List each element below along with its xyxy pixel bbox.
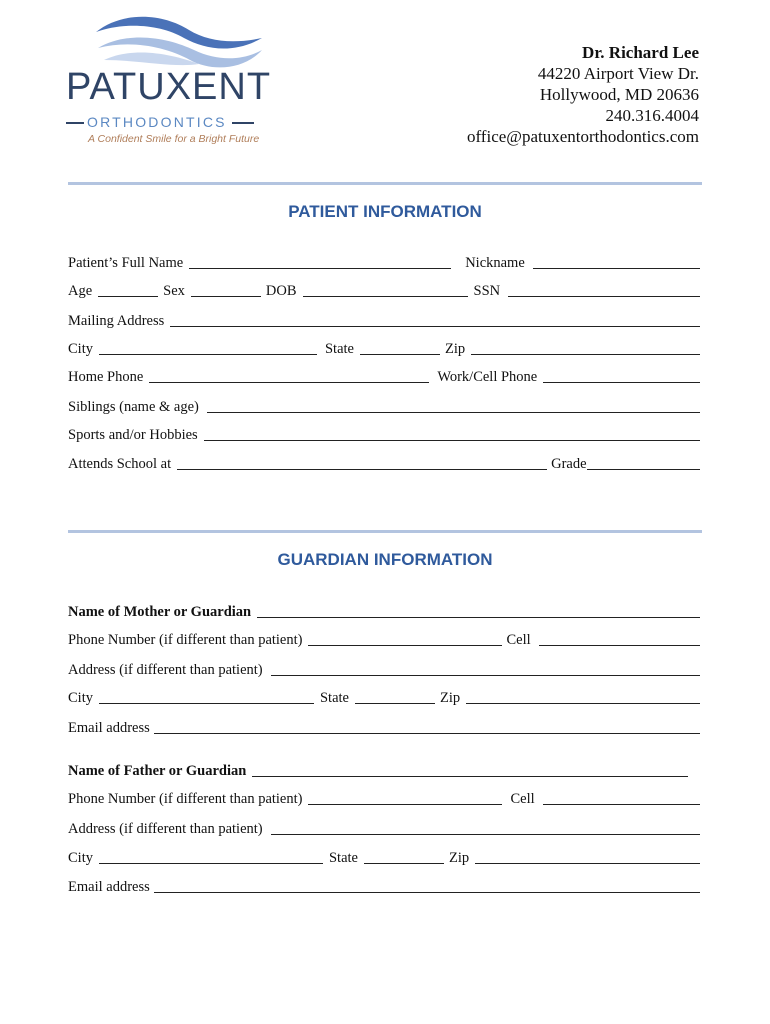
section-divider <box>68 530 702 533</box>
row-father-email <box>68 876 700 896</box>
city-label: City <box>68 341 93 357</box>
row-father-name <box>68 760 700 780</box>
home-phone-label: Home Phone <box>68 369 144 385</box>
zip-label: Zip <box>444 341 466 357</box>
row-siblings <box>68 396 700 416</box>
city-state-zip: Hollywood, MD 20636 <box>539 85 699 104</box>
mother-phone-field[interactable] <box>308 632 502 646</box>
ssn-label: SSN <box>473 283 501 299</box>
father-address-field[interactable] <box>271 821 700 835</box>
school-field[interactable] <box>177 456 547 470</box>
practice-logo <box>66 10 272 150</box>
row-sports <box>68 424 700 444</box>
row-full-name <box>68 252 700 272</box>
mother-zip-label: Zip <box>439 690 461 706</box>
row-city-state-zip <box>68 338 700 358</box>
mother-email-label: Email address <box>68 720 150 736</box>
row-father-address <box>68 818 700 838</box>
father-phone-label: Phone Number (if different than patient) <box>68 791 303 807</box>
father-email-label: Email address <box>68 879 150 895</box>
father-zip-field[interactable] <box>475 850 700 864</box>
state-label: State <box>324 341 354 357</box>
office-phone: 240.316.4004 <box>605 106 699 125</box>
full-name-label: Patient’s Full Name <box>68 255 184 271</box>
mother-phone-label: Phone Number (if different than patient) <box>68 632 303 648</box>
siblings-field[interactable] <box>207 399 700 413</box>
father-phone-field[interactable] <box>308 791 502 805</box>
mother-city-field[interactable] <box>99 690 314 704</box>
row-mailing-address <box>68 310 700 330</box>
contact-block <box>467 42 699 147</box>
patient-section-title: PATIENT INFORMATION <box>288 202 482 221</box>
mother-email-field[interactable] <box>154 720 700 734</box>
grade-label: Grade <box>551 456 587 472</box>
logo-subtitle: ORTHODONTICS <box>87 114 227 130</box>
row-age-sex-dob-ssn <box>68 280 700 300</box>
city-field[interactable] <box>99 341 317 355</box>
mother-name-field[interactable] <box>257 604 700 618</box>
logo-tagline: A Confident Smile for a Bright Future <box>88 133 260 145</box>
dob-field[interactable] <box>303 283 468 297</box>
grade-field[interactable] <box>587 456 700 470</box>
full-name-field[interactable] <box>189 255 451 269</box>
office-email: office@patuxentorthodontics.com <box>466 127 699 146</box>
school-label: Attends School at <box>68 456 172 472</box>
section-divider <box>68 182 702 185</box>
father-city-label: City <box>68 850 93 866</box>
home-phone-field[interactable] <box>149 369 429 383</box>
logo-rule-left <box>66 122 84 124</box>
wave-logo-icon <box>94 10 264 72</box>
mailing-address-field[interactable] <box>170 313 700 327</box>
father-name-field[interactable] <box>252 763 688 777</box>
mother-address-label: Address (if different than patient) <box>68 662 263 678</box>
mother-city-label: City <box>68 690 93 706</box>
row-phones <box>68 366 700 386</box>
row-mother-phone <box>68 629 700 649</box>
father-address-label: Address (if different than patient) <box>68 821 263 837</box>
age-field[interactable] <box>98 283 158 297</box>
doctor-name: Dr. Richard Lee <box>582 43 699 62</box>
mother-name-label: Name of Mother or Guardian <box>68 604 252 620</box>
ssn-field[interactable] <box>508 283 700 297</box>
logo-rule-right <box>232 122 254 124</box>
father-zip-label: Zip <box>448 850 470 866</box>
father-email-field[interactable] <box>154 879 700 893</box>
row-mother-address <box>68 659 700 679</box>
father-state-label: State <box>328 850 358 866</box>
row-father-city-state-zip <box>68 847 700 867</box>
mailing-address-label: Mailing Address <box>68 313 165 329</box>
father-state-field[interactable] <box>364 850 444 864</box>
state-field[interactable] <box>360 341 440 355</box>
father-cell-label: Cell <box>510 791 535 807</box>
mother-zip-field[interactable] <box>466 690 700 704</box>
mother-cell-field[interactable] <box>539 632 700 646</box>
sex-field[interactable] <box>191 283 261 297</box>
row-school <box>68 453 700 473</box>
nickname-label: Nickname <box>465 255 525 271</box>
row-father-phone <box>68 788 700 808</box>
row-mother-name <box>68 601 700 621</box>
mother-address-field[interactable] <box>271 662 700 676</box>
sports-label: Sports and/or Hobbies <box>68 427 198 443</box>
work-phone-label: Work/Cell Phone <box>437 369 538 385</box>
zip-field[interactable] <box>471 341 700 355</box>
nickname-field[interactable] <box>533 255 700 269</box>
father-city-field[interactable] <box>99 850 323 864</box>
dob-label: DOB <box>265 283 297 299</box>
father-name-label: Name of Father or Guardian <box>68 763 247 779</box>
logo-name: PATUXENT <box>66 66 272 108</box>
row-mother-email <box>68 717 700 737</box>
sports-field[interactable] <box>204 427 700 441</box>
work-phone-field[interactable] <box>543 369 700 383</box>
siblings-label: Siblings (name & age) <box>68 399 199 415</box>
mother-cell-label: Cell <box>506 632 531 648</box>
mother-state-field[interactable] <box>355 690 435 704</box>
street-address: 44220 Airport View Dr. <box>537 64 699 83</box>
mother-state-label: State <box>319 690 349 706</box>
guardian-section-title: GUARDIAN INFORMATION <box>277 550 493 569</box>
sex-label: Sex <box>163 283 185 299</box>
father-cell-field[interactable] <box>543 791 700 805</box>
row-mother-city-state-zip <box>68 687 700 707</box>
age-label: Age <box>68 283 93 299</box>
logo-subtitle-row <box>66 114 256 130</box>
